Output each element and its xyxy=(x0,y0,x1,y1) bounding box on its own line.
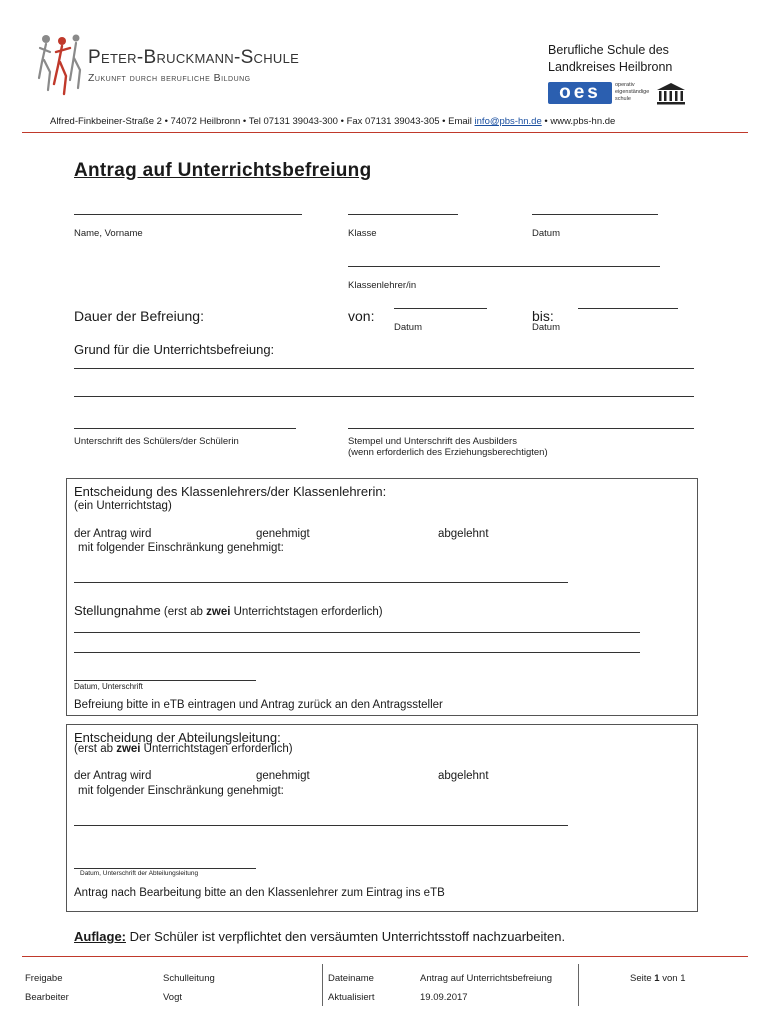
from-label: von: xyxy=(348,308,375,324)
address-line xyxy=(50,116,615,127)
figures-logo-icon xyxy=(36,32,84,98)
box2-signature-field[interactable] xyxy=(74,868,256,869)
name-label: Name, Vorname xyxy=(74,228,143,239)
oes-subtext xyxy=(615,82,649,103)
form-title: Antrag auf Unterrichtsbefreiung xyxy=(74,160,372,181)
footer-page-current: 1 xyxy=(654,973,660,984)
footer-freigabe-label: Freigabe xyxy=(25,973,63,984)
oes-sub-line3: schule xyxy=(615,96,631,102)
class-field[interactable] xyxy=(348,214,458,215)
school-name: Peter-Bruckmann-Schule xyxy=(88,47,300,68)
box1-approved-option[interactable]: genehmigt xyxy=(256,528,310,540)
name-field[interactable] xyxy=(74,214,302,215)
email-link[interactable]: info@pbs-hn.de xyxy=(474,116,542,127)
box1-rejected-option[interactable]: abgelehnt xyxy=(438,528,489,540)
class-label: Klasse xyxy=(348,228,377,239)
school-logo xyxy=(36,32,84,98)
box1-statement-bold: zwei xyxy=(206,606,231,618)
box2-rejected-option[interactable]: abgelehnt xyxy=(438,770,489,782)
box2-signature-label: Datum, Unterschrift der Abteilungsleitung xyxy=(80,870,199,877)
trainer-signature-label-1: Stempel und Unterschrift des Ausbilders xyxy=(348,436,517,447)
website-text: • www.pbs-hn.de xyxy=(541,116,616,127)
footer-bearbeiter-label: Bearbeiter xyxy=(25,992,69,1003)
box2-title: Entscheidung der Abteilungsleitung: xyxy=(74,730,281,745)
to-date-label: Datum xyxy=(532,322,560,333)
box1-statement xyxy=(74,602,383,620)
oes-logo xyxy=(548,82,612,104)
from-date-field[interactable] xyxy=(394,308,487,309)
box2-restriction-option[interactable]: mit folgender Einschränkung genehmigt: xyxy=(78,785,284,797)
unesco-icon xyxy=(655,82,687,106)
footer-divider-2 xyxy=(578,964,579,1006)
footer-red-rule xyxy=(22,956,748,957)
box1-signature-field[interactable] xyxy=(74,680,256,681)
auflage-label: Auflage: xyxy=(74,929,126,944)
oes-sub-line1: operativ xyxy=(615,82,635,88)
auflage-text: Der Schüler ist verpflichtet den versäumten Unterrichtsstoff nachzuarbeiten. xyxy=(126,929,566,944)
footer-page-prefix: Seite xyxy=(630,973,655,984)
school-tagline: Zukunft durch berufliche Bildung xyxy=(88,72,251,84)
to-date-field[interactable] xyxy=(578,308,678,309)
box1-statement-paren-start: (erst ab xyxy=(160,606,207,618)
teacher-field[interactable] xyxy=(348,266,660,267)
duration-label: Dauer der Befreiung: xyxy=(74,308,204,324)
box2-subtitle-bold: zwei xyxy=(116,743,141,755)
header-red-rule xyxy=(22,132,748,133)
footer-dateiname-value: Antrag auf Unterrichtsbefreiung xyxy=(420,973,553,984)
auflage-line xyxy=(74,929,565,944)
box1-statement-line-1[interactable] xyxy=(74,632,640,633)
footer-page-number xyxy=(630,973,685,984)
box1-title: Entscheidung des Klassenlehrers/der Klassenlehrerin: xyxy=(74,484,387,499)
date-label: Datum xyxy=(532,228,560,239)
box1-note: Befreiung bitte in eTB eintragen und Antrag zurück an den Antragssteller xyxy=(74,699,443,711)
box1-signature-label: Datum, Unterschrift xyxy=(74,682,143,691)
reason-line-2[interactable] xyxy=(74,396,694,397)
reason-label: Grund für die Unterrichtsbefreiung: xyxy=(74,342,275,357)
box2-subtitle xyxy=(74,743,293,755)
student-signature-field[interactable] xyxy=(74,428,296,429)
address-text: Alfred-Finkbeiner-Straße 2 • 74072 Heilbronn • Tel 07131 39043-300 • Fax 07131 39043-305 • Email xyxy=(50,116,475,127)
box1-statement-paren-end: Unterrichtstagen erforderlich) xyxy=(230,606,383,618)
box2-subtitle-start: (erst ab xyxy=(74,743,117,755)
box2-restriction-line[interactable] xyxy=(74,825,568,826)
box2-note: Antrag nach Bearbeitung bitte an den Klassenlehrer zum Eintrag ins eTB xyxy=(74,887,445,899)
box1-statement-line-2[interactable] xyxy=(74,652,640,653)
teacher-label: Klassenlehrer/in xyxy=(348,280,417,291)
box2-subtitle-end: Unterrichtstagen erforderlich) xyxy=(140,743,293,755)
box1-request: der Antrag wird xyxy=(74,528,152,540)
footer-bearbeiter-value: Vogt xyxy=(163,992,183,1003)
date-field[interactable] xyxy=(532,214,658,215)
box1-restriction-option[interactable]: mit folgender Einschränkung genehmigt: xyxy=(78,542,284,554)
footer-dateiname-label: Dateiname xyxy=(328,973,374,984)
footer-divider-1 xyxy=(322,964,323,1006)
trainer-signature-field[interactable] xyxy=(348,428,694,429)
footer-aktualisiert-label: Aktualisiert xyxy=(328,992,375,1003)
oes-logo-text: oes xyxy=(559,82,601,103)
box1-statement-prefix: Stellungnahme xyxy=(74,603,161,618)
footer-freigabe-value: Schulleitung xyxy=(163,973,215,984)
box1-restriction-line[interactable] xyxy=(74,582,568,583)
reason-line-1[interactable] xyxy=(74,368,694,369)
trainer-signature-label-2: (wenn erforderlich des Erziehungsberechtigten) xyxy=(348,447,548,458)
to-label: bis: xyxy=(532,308,554,324)
footer-page-suffix: von 1 xyxy=(659,973,686,984)
from-date-label: Datum xyxy=(394,322,422,333)
student-signature-label: Unterschrift des Schülers/der Schülerin xyxy=(74,436,239,447)
box2-approved-option[interactable]: genehmigt xyxy=(256,770,310,782)
box2-request: der Antrag wird xyxy=(74,770,152,782)
footer-aktualisiert-value: 19.09.2017 xyxy=(420,992,468,1003)
header-right-line2: Landkreises Heilbronn xyxy=(548,60,673,74)
header-right-line1: Berufliche Schule des xyxy=(548,43,669,57)
oes-sub-line2: eigenständige xyxy=(615,89,650,95)
box1-subtitle: (ein Unterrichtstag) xyxy=(74,500,172,512)
